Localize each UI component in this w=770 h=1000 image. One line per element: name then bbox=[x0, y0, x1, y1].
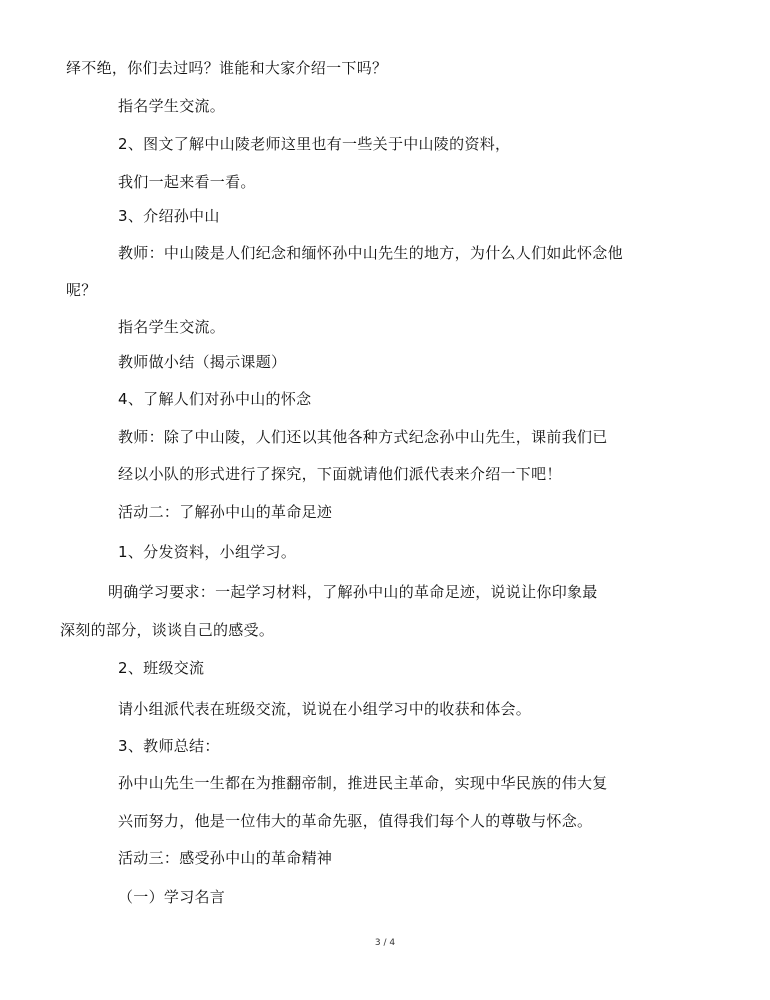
text-line: 2、图文了解中山陵老师这里也有一些关于中山陵的资料， bbox=[118, 135, 511, 153]
text-line: 活动二：了解孙中山的革命足迹 bbox=[118, 503, 333, 521]
text-line: 3、介绍孙中山 bbox=[118, 207, 220, 225]
text-line: 指名学生交流。 bbox=[118, 318, 226, 336]
text-line: 指名学生交流。 bbox=[118, 97, 226, 115]
text-line: 请小组派代表在班级交流，说说在小组学习中的收获和体会。 bbox=[118, 700, 532, 718]
text-line: 绎不绝，你们去过吗？谁能和大家介绍一下吗？ bbox=[66, 59, 388, 77]
text-line: 2、班级交流 bbox=[118, 659, 205, 677]
page-number: 3 / 4 bbox=[374, 938, 396, 948]
text-line: 呢？ bbox=[66, 281, 97, 299]
text-line: 兴而努力，他是一位伟大的革命先驱，值得我们每个人的尊敬与怀念。 bbox=[118, 812, 593, 830]
text-line: 活动三：感受孙中山的革命精神 bbox=[118, 849, 333, 867]
text-line: 明确学习要求：一起学习材料，了解孙中山的革命足迹，说说让你印象最 bbox=[108, 583, 598, 601]
text-line: 4、了解人们对孙中山的怀念 bbox=[118, 390, 312, 408]
text-line: 孙中山先生一生都在为推翻帝制，推进民主革命，实现中华民族的伟大复 bbox=[118, 774, 608, 792]
text-line: （一）学习名言 bbox=[118, 888, 226, 906]
text-line: 教师做小结（揭示课题） bbox=[118, 353, 287, 371]
text-line: 1、分发资料，小组学习。 bbox=[118, 543, 297, 561]
text-line: 我们一起来看一看。 bbox=[118, 173, 256, 191]
text-line: 经以小队的形式进行了探究，下面就请他们派代表来介绍一下吧！ bbox=[118, 465, 562, 483]
text-line: 教师：除了中山陵，人们还以其他各种方式纪念孙中山先生，课前我们已 bbox=[118, 428, 608, 446]
text-line: 3、教师总结： bbox=[118, 737, 220, 755]
text-line: 深刻的部分，谈谈自己的感受。 bbox=[60, 621, 275, 639]
text-line: 教师：中山陵是人们纪念和缅怀孙中山先生的地方，为什么人们如此怀念他 bbox=[118, 244, 623, 262]
